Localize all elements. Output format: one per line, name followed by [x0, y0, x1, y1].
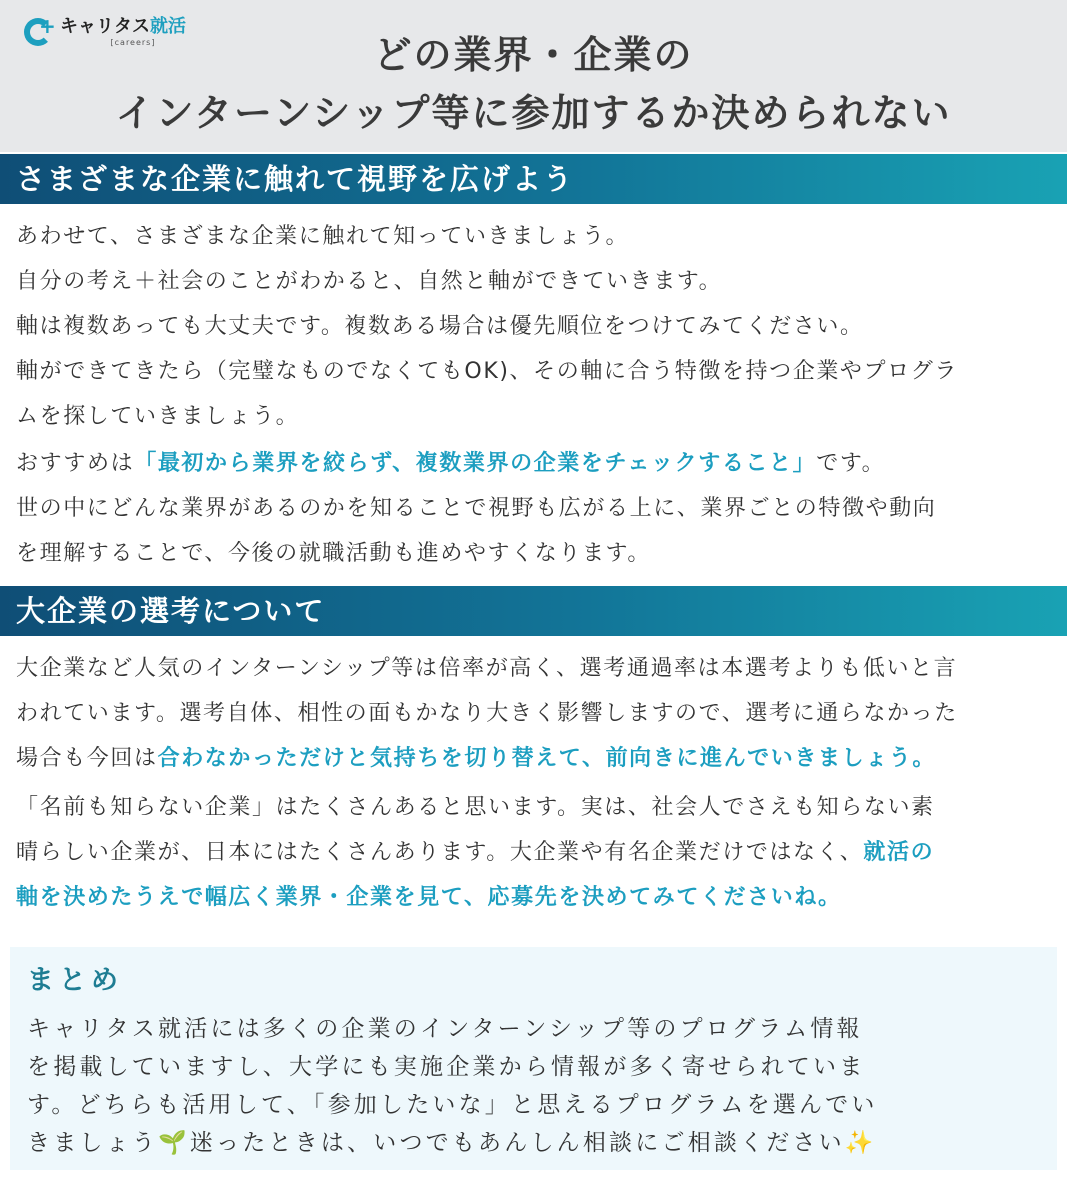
- advice-highlight-end: 軸を決めたうえで幅広く業界・企業を見て、応募先を決めてみてくださいね。: [16, 885, 842, 910]
- sparkles-icon: ✨: [844, 1130, 877, 1156]
- section2-paragraph-2: [16, 785, 1056, 920]
- text-line: きましょう🌱迷ったときは、いつでもあんしん相談にご相談ください✨: [27, 1130, 877, 1156]
- text-line: 世の中にどんな業界があるのかを知ることで視野も広がる上に、業界ごとの特徴や動向: [16, 496, 937, 521]
- page-title-line-2: インターンシップ等に参加するか決められない: [115, 91, 952, 135]
- logo-mark-icon: +: [24, 16, 56, 48]
- logo-subtitle: [careers]: [110, 38, 156, 47]
- text-line: われています。選考自体、相性の面もかなり大きく影響しますので、選考に通らなかった: [16, 701, 958, 726]
- logo-name-accent: 就活: [150, 16, 186, 37]
- text-line: 「名前も知らない企業」はたくさんあると思います。実は、社会人でさえも知らない素: [16, 795, 935, 820]
- section1-paragraph-1: [16, 214, 1056, 304]
- text-line: 自分の考え＋社会のことがわかると、自然と軸ができていきます。: [16, 269, 723, 294]
- page-title: [0, 26, 1067, 142]
- encouragement-highlight: 合わなかっただけと気持ちを切り替えて、前向きに進んでいきましょう。: [157, 746, 936, 771]
- summary-body: [27, 1010, 1047, 1162]
- section1-paragraph-3: [16, 441, 1056, 576]
- section2-paragraph-1: [16, 646, 1056, 781]
- recommendation-line: おすすめは「最初から業界を絞らず、複数業界の企業をチェックすること」です。: [16, 451, 886, 476]
- section-heading-broaden-view: さまざまな企業に触れて視野を広げよう: [0, 154, 1067, 204]
- logo-name-main: キャリタス: [60, 16, 150, 37]
- text-line: 晴らしい企業が、日本にはたくさんあります。大企業や有名企業だけではなく、就活の: [16, 840, 935, 865]
- text-line: 場合も今回は合わなかっただけと気持ちを切り替えて、前向きに進んでいきましょう。: [16, 746, 936, 771]
- summary-box: [10, 947, 1057, 1170]
- text-line: ムを探していきましょう。: [16, 404, 300, 429]
- text-line: [16, 875, 1056, 920]
- section-heading-large-company-selection: 大企業の選考について: [0, 586, 1067, 636]
- text-line: す。どちらも活用して、「参加したいな」と思えるプログラムを選んでい: [27, 1092, 878, 1118]
- section1-paragraph-2: [16, 304, 1056, 439]
- recommendation-highlight: 「最初から業界を絞らず、複数業界の企業をチェックすること」: [134, 451, 817, 476]
- text-line: 軸は複数あっても大丈夫です。複数ある場合は優先順位をつけてみてください。: [16, 314, 864, 339]
- header: [0, 0, 1067, 152]
- text-line: あわせて、さまざまな企業に触れて知っていきましょう。: [16, 224, 630, 249]
- advice-highlight-start: 就活の: [863, 840, 935, 865]
- text-line: 大企業など人気のインターンシップ等は倍率が高く、選考通過率は本選考よりも低いと言: [16, 656, 958, 681]
- summary-title: まとめ: [27, 965, 123, 996]
- text-line: を掲載していますし、大学にも実施企業から情報が多く寄せられていま: [27, 1054, 866, 1080]
- page-title-line-1: どの業界・企業の: [373, 33, 694, 77]
- text-line: を理解することで、今後の就職活動も進めやすくなります。: [16, 541, 652, 566]
- text-line: 軸ができてきたら（完璧なものでなくてもOK)、その軸に合う特徴を持つ企業やプログラ: [16, 359, 958, 384]
- sprout-icon: 🌱: [158, 1130, 190, 1156]
- text-line: キャリタス就活には多くの企業のインターンシップ等のプログラム情報: [27, 1016, 863, 1042]
